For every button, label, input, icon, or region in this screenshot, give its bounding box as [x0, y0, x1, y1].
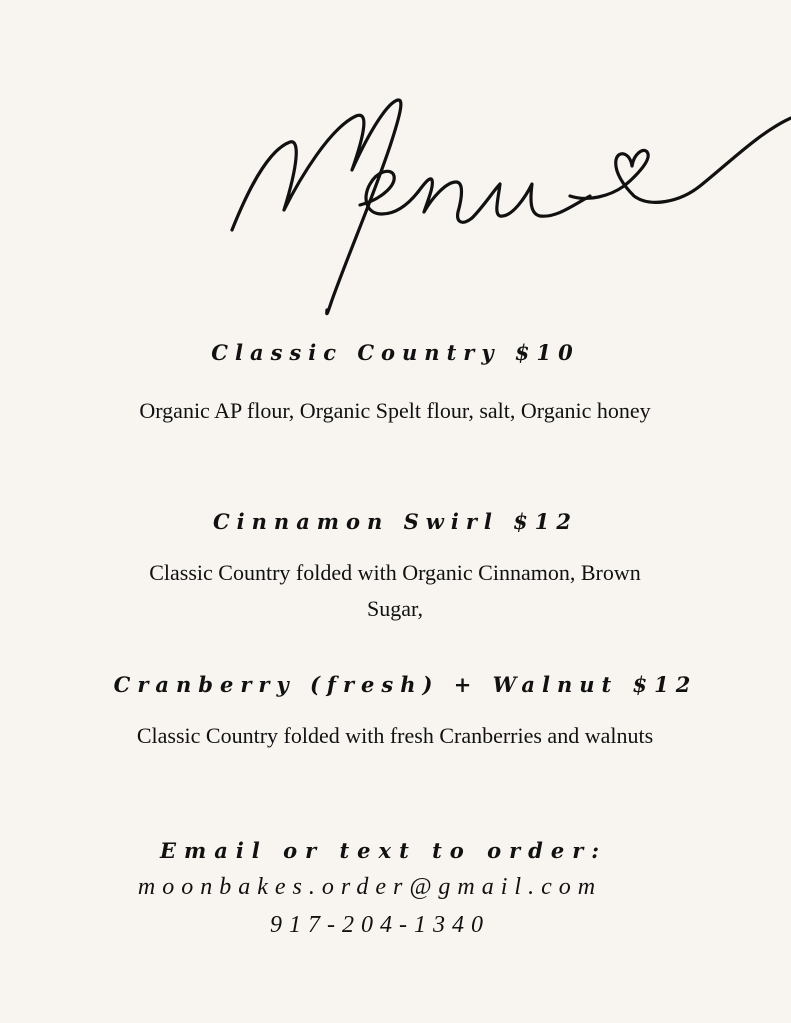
- item-title-cinnamon-swirl: Cinnamon Swirl $12: [212, 509, 579, 534]
- menu-letter-n: [418, 179, 472, 222]
- order-phone: 917-204-1340: [270, 912, 490, 938]
- order-email: moonbakes.order@gmail.com: [137, 874, 603, 900]
- item-description-cinnamon-swirl: Classic Country folded with Organic Cinnamon, Brown Sugar,: [149, 560, 641, 621]
- order-heading: Email or text to order:: [160, 838, 608, 863]
- heart-flourish-icon: [570, 118, 791, 202]
- item-title-cranberry-walnut: Cranberry (fresh) + Walnut $12: [113, 672, 698, 697]
- menu-title: [0, 0, 791, 340]
- menu-letter-u: [472, 184, 590, 218]
- menu-letter-e: [360, 171, 418, 214]
- item-description-cranberry-walnut: Classic Country folded with fresh Cranberries and walnuts: [136, 723, 654, 748]
- menu-letter-m: [232, 100, 401, 314]
- item-description-classic-country: Organic AP flour, Organic Spelt flour, salt, Organic honey: [139, 398, 651, 423]
- item-title-classic-country: Classic Country $10: [211, 340, 580, 365]
